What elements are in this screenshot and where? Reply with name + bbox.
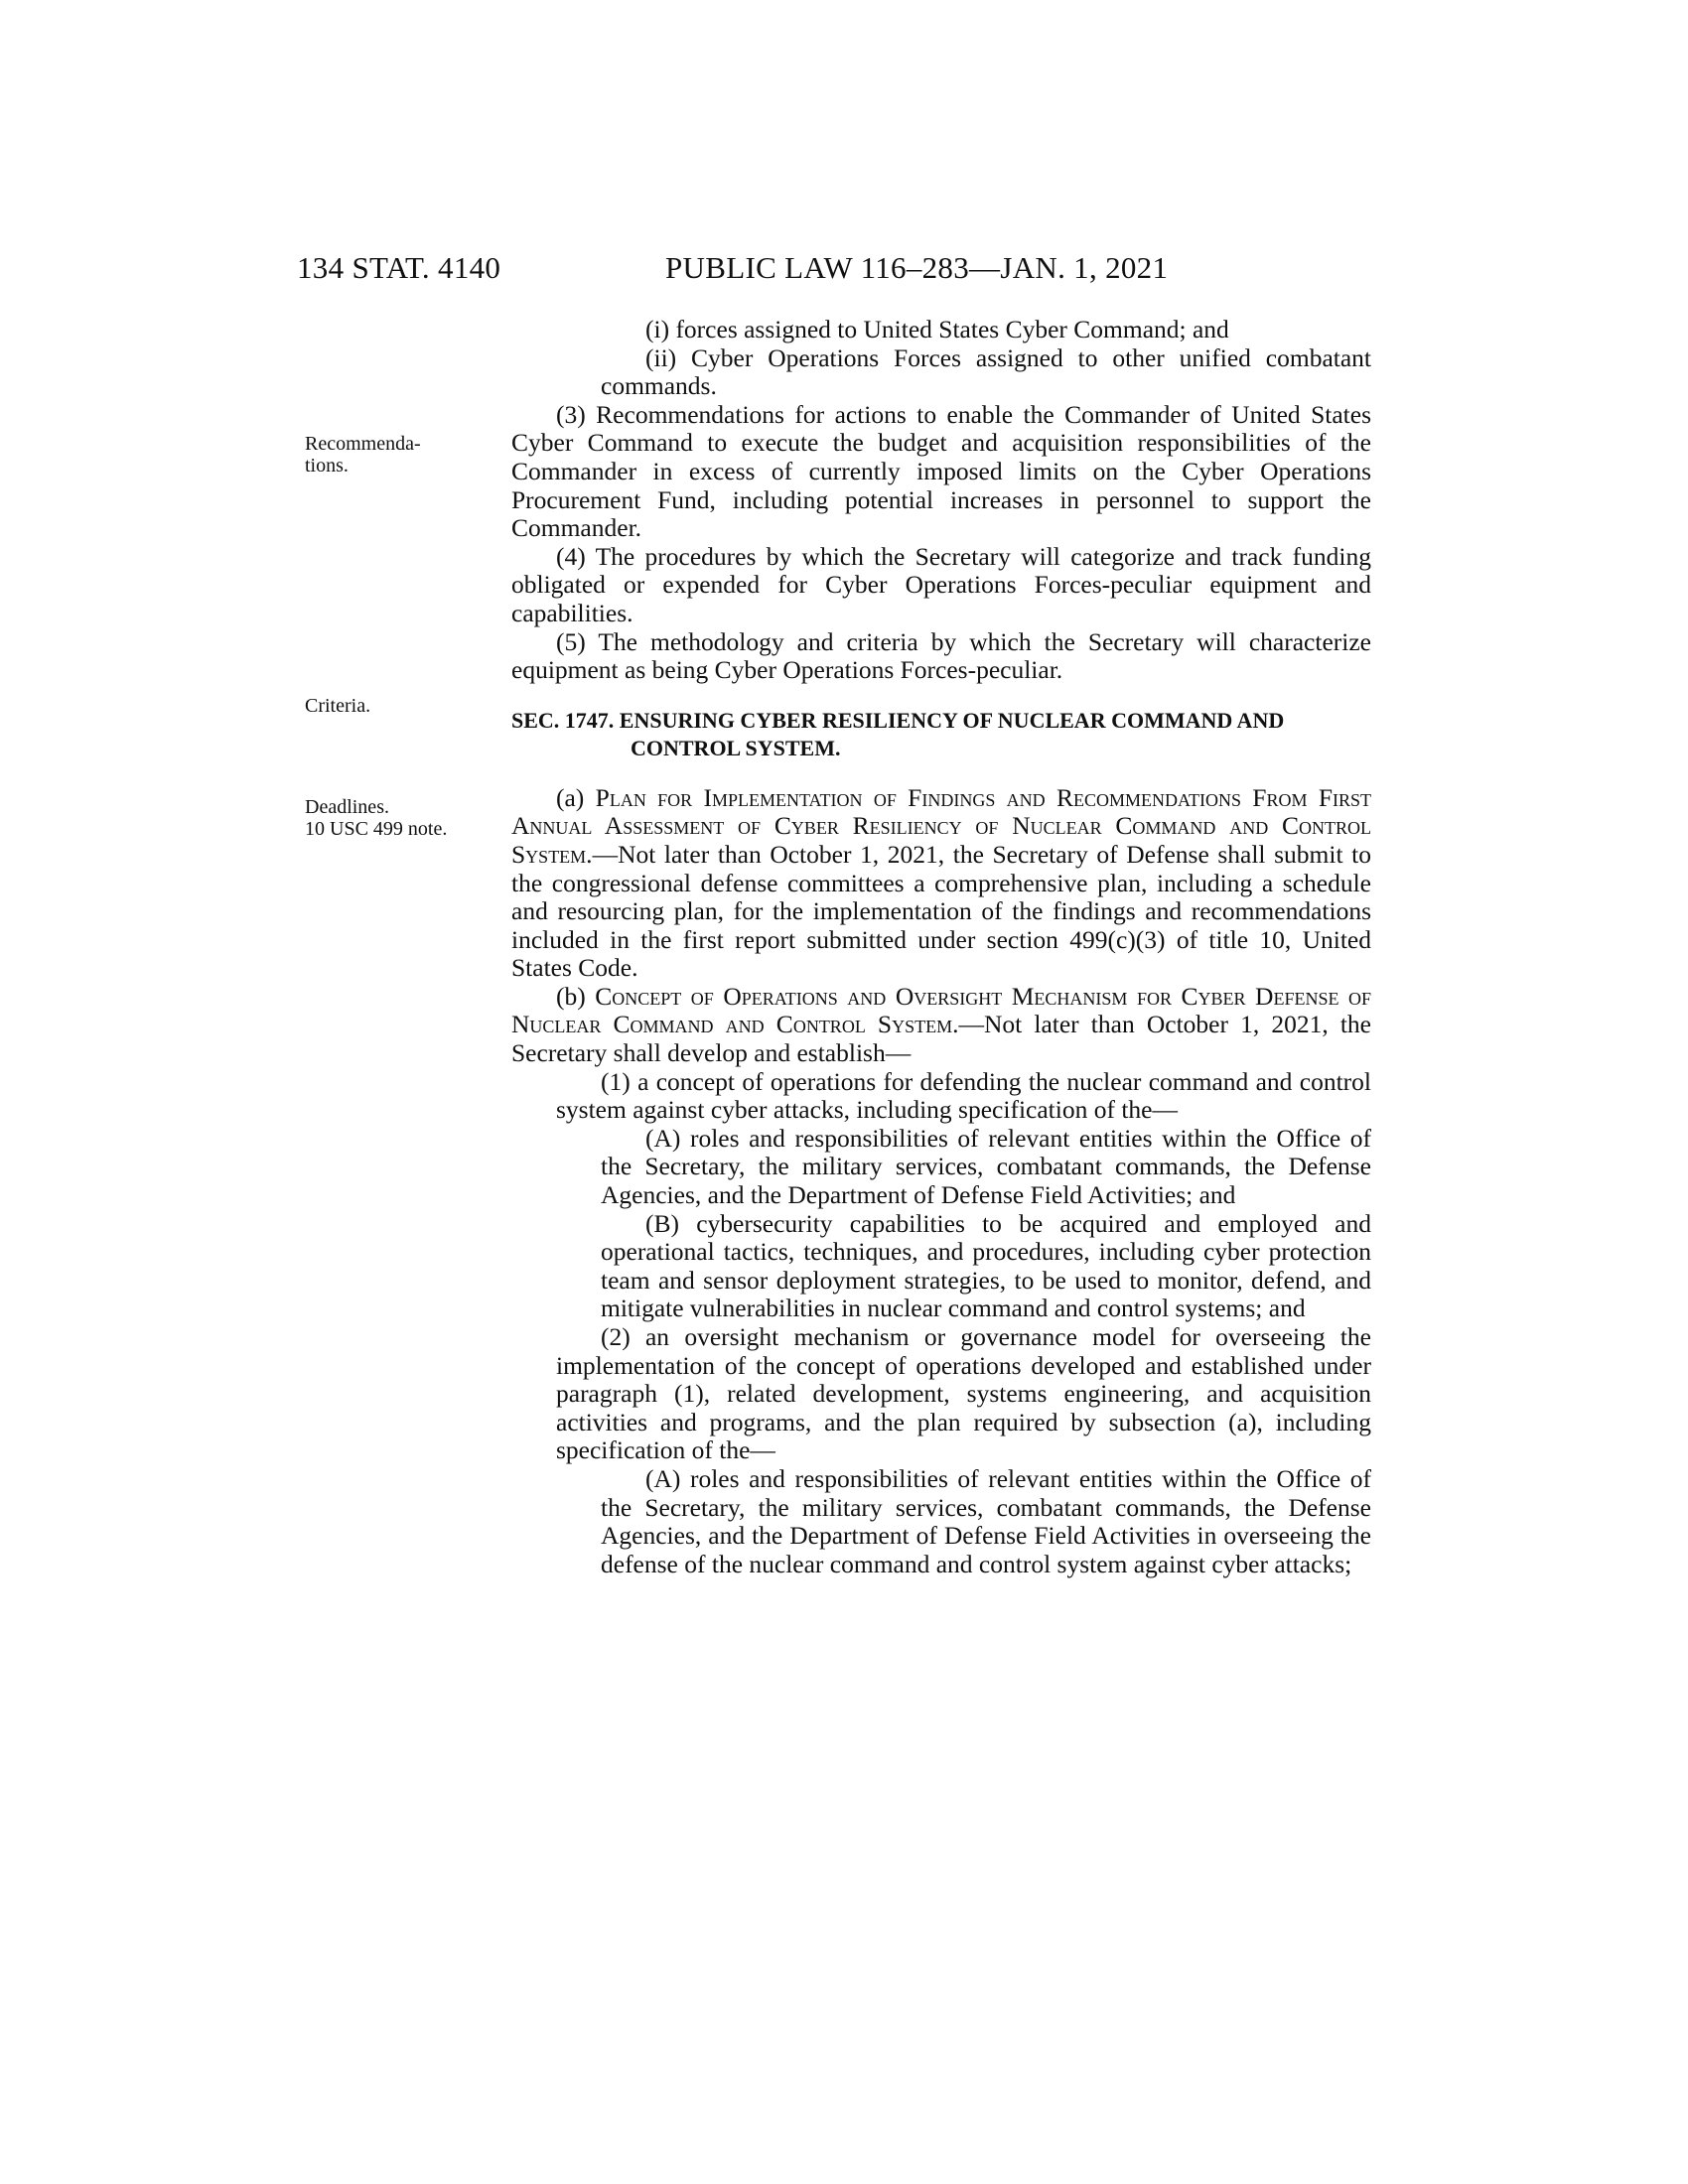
section-heading: SEC. 1747. ENSURING CYBER RESILIENCY OF NUCLEAR COMMAND AND CONTROL SYSTEM. [511,707,1285,760]
subsection-b-text: —Not later than October 1, 2021, the Secretary shall develop and establish— [511,1010,1371,1068]
margin-note-line: Recommenda- [305,433,421,455]
subsection-a-text: —Not later than October 1, 2021, the Secretary of Defense shall submit to the congressional defense committees a comprehensive plan, including a schedule and resourcing plan, for the implementation of the findings and recommendations included in the first report submitted under section 499(c)(3) of title 10, United States Code. [511,839,1371,983]
statute-body [511,316,1371,1578]
margin-note-criteria: Criteria. [305,695,371,717]
subsection-b-heading: Concept of Operations and Oversight Mechanism for Cyber Defense of Nuclear Command and Control System. [511,981,1371,1039]
subsection-b-label: (b) [556,981,586,1011]
paragraph-5: (5) The methodology and criteria by which the Secretary will characterize equipment as being Cyber Operations Forces-peculiar. [511,626,1371,685]
subsection-b [511,983,1371,1068]
paragraph-4: (4) The procedures by which the Secretary will categorize and track funding obligated or expended for Cyber Operations Forces-peculiar equipment and capabilities. [511,541,1371,627]
subsection-b-paragraph-1: (1) a concept of operations for defending the nuclear command and control system against cyber attacks, including specification of the— [556,1066,1371,1125]
subsection-b-1-subparagraph-A: (A) roles and responsibilities of relevant entities within the Office of the Secretary, the military services, combatant commands, the Defense Agencies, and the Department of Defense Field Activities; and [601,1123,1371,1210]
margin-note-recommendations [305,433,479,477]
margin-note-line: tions. [305,455,349,477]
clause-i: (i) forces assigned to United States Cyber Command; and [645,315,1229,343]
page-running-title: PUBLIC LAW 116–283—JAN. 1, 2021 [665,250,1169,285]
subsection-b-paragraph-2: (2) an oversight mechanism or governance model for overseeing the implementation of the concept of operations developed and established under paragraph (1), related development, systems engineering, and acquisition activities and programs, and the plan required by subsection (a), including specification of the— [556,1322,1371,1465]
subsection-a [511,784,1371,983]
subsection-b-1-subparagraph-B: (B) cybersecurity capabilities to be acquired and employed and operational tactics, techniques, and procedures, including cyber protection team and sensor deployment strategies, to be used to monitor, defend, and mitigate vulnerabilities in nuclear command and control systems; and [601,1208,1371,1323]
subsection-b-2-subparagraph-A: (A) roles and responsibilities of relevant entities within the Office of the Secretary, the military services, combatant commands, the Defense Agencies, and the Department of Defense Field Activities in overseeing the defense of the nuclear command and control system against cyber attacks; [601,1463,1371,1578]
page-stat-citation: 134 STAT. 4140 [297,250,501,285]
margin-note-line: 10 USC 499 note. [305,818,448,840]
margin-note-deadlines [305,796,479,840]
subsection-a-heading: Plan for Implementation of Findings and Recommendations From First Annual Assessment of Cyber Resiliency of Nuclear Command and Control System. [511,782,1372,869]
subsection-a-label: (a) [556,782,585,812]
margin-note-line: Deadlines. [305,796,389,818]
paragraph-3: (3) Recommendations for actions to enable the Commander of United States Cyber Command to execute the budget and acquisition responsibilities of the Commander in excess of currently imposed limits on the Cyber Operations Procurement Fund, including potential increases in personnel to support the Commander. [511,399,1371,543]
clause-ii: (ii) Cyber Operations Forces assigned to other unified combatant commands. [601,342,1371,401]
